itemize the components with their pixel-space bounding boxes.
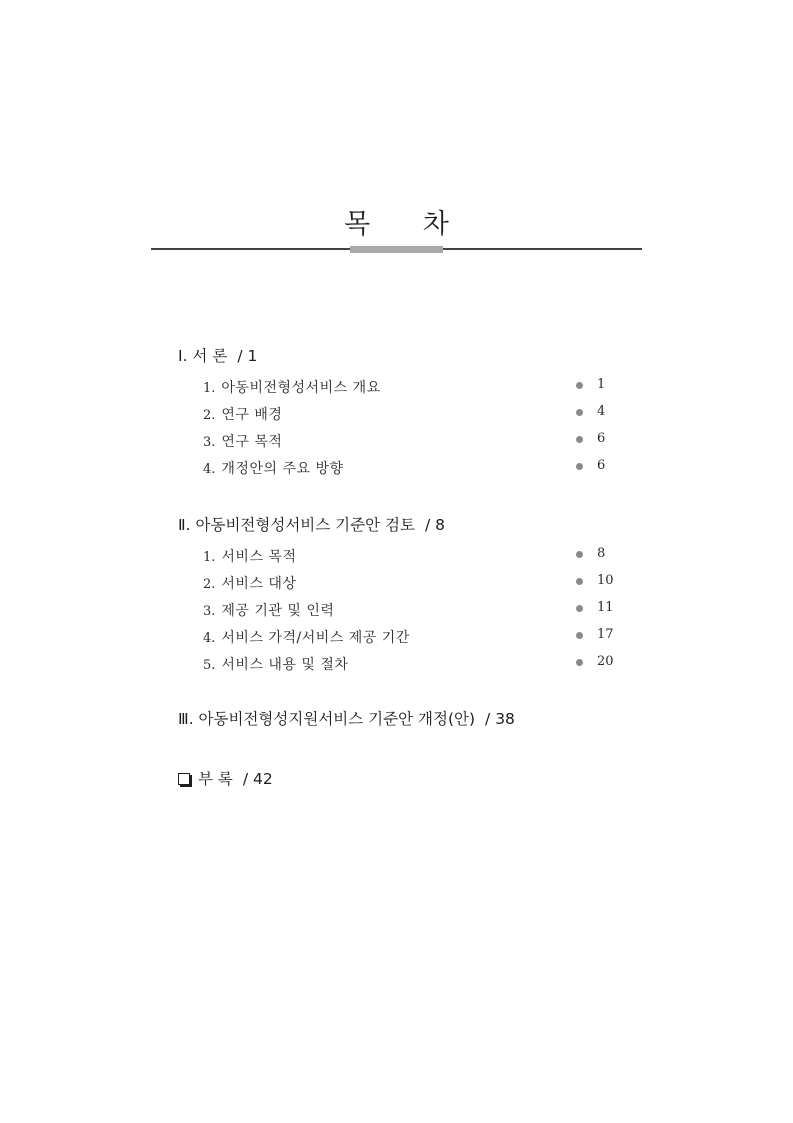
toc-item — [203, 377, 623, 395]
item-label: 제공 기관 및 인력 — [221, 603, 335, 619]
item-number: 4. — [203, 462, 216, 477]
item-page: 20 — [597, 654, 614, 669]
bullet-dot-icon — [576, 659, 583, 666]
item-label: 서비스 내용 및 절차 — [221, 657, 349, 673]
item-number: 2. — [203, 577, 216, 592]
item-number: 5. — [203, 658, 216, 673]
item-label: 서비스 대상 — [221, 576, 297, 592]
item-page: 6 — [597, 458, 606, 473]
item-label: 서비스 목적 — [221, 549, 297, 565]
bullet-dot-icon — [576, 605, 583, 612]
toc-item — [203, 573, 623, 591]
toc-item — [203, 627, 623, 645]
toc-item — [203, 431, 623, 449]
bullet-dot-icon — [576, 551, 583, 558]
section-numeral: Ⅰ — [178, 347, 183, 365]
section-title: . 아동비전형성서비스 기준안 검토 — [185, 516, 415, 534]
appendix-title: 부 록 — [198, 770, 233, 788]
item-label: 연구 배경 — [221, 407, 283, 423]
appendix-page: / 42 — [242, 770, 273, 788]
item-number: 1. — [203, 550, 216, 565]
title-divider-accent — [350, 246, 443, 253]
bullet-dot-icon — [576, 632, 583, 639]
section-title: . 아동비전형성지원서비스 기준안 개정(안) — [188, 710, 476, 728]
section-page: / 38 — [485, 710, 515, 728]
item-label: 아동비전형성서비스 개요 — [221, 380, 381, 396]
item-number: 2. — [203, 408, 216, 423]
item-page: 11 — [597, 600, 614, 615]
section-page: / 8 — [424, 516, 445, 534]
section-numeral: Ⅲ — [178, 710, 189, 728]
item-number: 3. — [203, 604, 216, 619]
item-page: 8 — [597, 546, 606, 561]
toc-item — [203, 404, 623, 422]
bullet-dot-icon — [576, 382, 583, 389]
bullet-dot-icon — [576, 436, 583, 443]
bullet-dot-icon — [576, 578, 583, 585]
section-heading-2 — [178, 513, 445, 535]
item-label: 연구 목적 — [221, 434, 283, 450]
item-number: 3. — [203, 435, 216, 450]
section-page: / 1 — [237, 347, 258, 365]
item-page: 6 — [597, 431, 606, 446]
section-heading-1 — [178, 344, 257, 366]
item-label: 개정안의 주요 방향 — [221, 461, 344, 477]
toc-item — [203, 546, 623, 564]
section-heading-3 — [178, 707, 515, 729]
item-page: 17 — [597, 627, 614, 642]
bullet-dot-icon — [576, 409, 583, 416]
item-number: 4. — [203, 631, 216, 646]
toc-item — [203, 600, 623, 618]
appendix-heading — [178, 767, 273, 789]
section-title: . 서 론 — [182, 347, 228, 365]
item-page: 10 — [597, 573, 614, 588]
item-page: 4 — [597, 404, 606, 419]
section-numeral: Ⅱ — [178, 516, 186, 534]
page-title: 목 차 — [344, 209, 471, 240]
bullet-dot-icon — [576, 463, 583, 470]
item-number: 1. — [203, 381, 216, 396]
toc-item — [203, 654, 623, 672]
item-page: 1 — [597, 377, 606, 392]
toc-item — [203, 458, 623, 476]
checkbox-icon — [178, 773, 190, 785]
item-label: 서비스 가격/서비스 제공 기간 — [221, 630, 410, 646]
